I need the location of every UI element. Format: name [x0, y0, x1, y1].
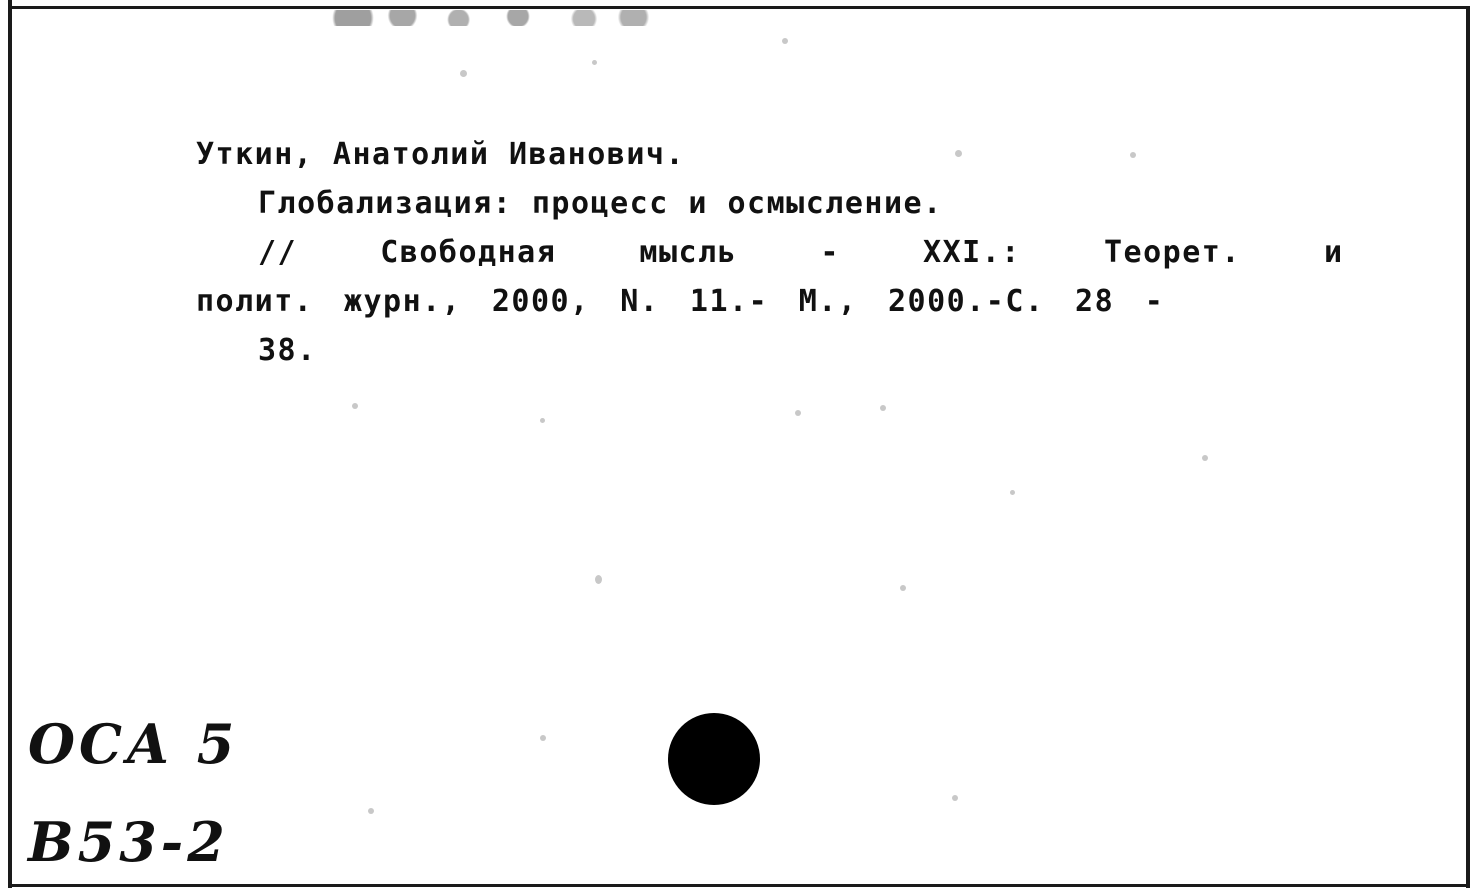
scan-speckle	[352, 403, 358, 409]
scan-speckle	[880, 405, 886, 411]
scan-speckle	[900, 585, 906, 591]
record-source-line-1: // Свободная мысль - XXI.: Теорет. и	[258, 235, 1344, 270]
record-source-line-3: 38.	[258, 333, 317, 368]
scan-speckle	[540, 418, 545, 423]
scan-speckle	[952, 795, 958, 801]
scan-speckle	[592, 60, 597, 65]
card-border-right	[1466, 6, 1470, 888]
bibliographic-record	[196, 130, 1356, 375]
scan-speckle	[782, 38, 788, 44]
scan-speckle	[1010, 490, 1015, 495]
scan-speckle	[595, 575, 602, 584]
shelf-mark-line-2: В53-2	[28, 810, 229, 874]
scan-speckle	[540, 735, 546, 741]
ink-dot-mark	[668, 713, 760, 805]
card-border-left	[8, 0, 12, 888]
scan-speckle	[368, 808, 374, 814]
record-author-line: Уткин, Анатолий Иванович.	[196, 137, 686, 172]
card-border-bottom	[8, 884, 1470, 887]
scan-speckle	[460, 70, 467, 77]
record-title-line: Глобализация: процесс и осмысление.	[258, 186, 943, 221]
shelf-mark-line-1: ОСА 5	[28, 712, 239, 776]
record-source-line-2: полит. журн., 2000, N. 11.- М., 2000.-С. 28 -	[196, 284, 1165, 319]
scan-speckle	[795, 410, 801, 416]
card-border-top	[8, 6, 1470, 9]
scan-smudge	[320, 10, 650, 26]
scan-speckle	[1202, 455, 1208, 461]
